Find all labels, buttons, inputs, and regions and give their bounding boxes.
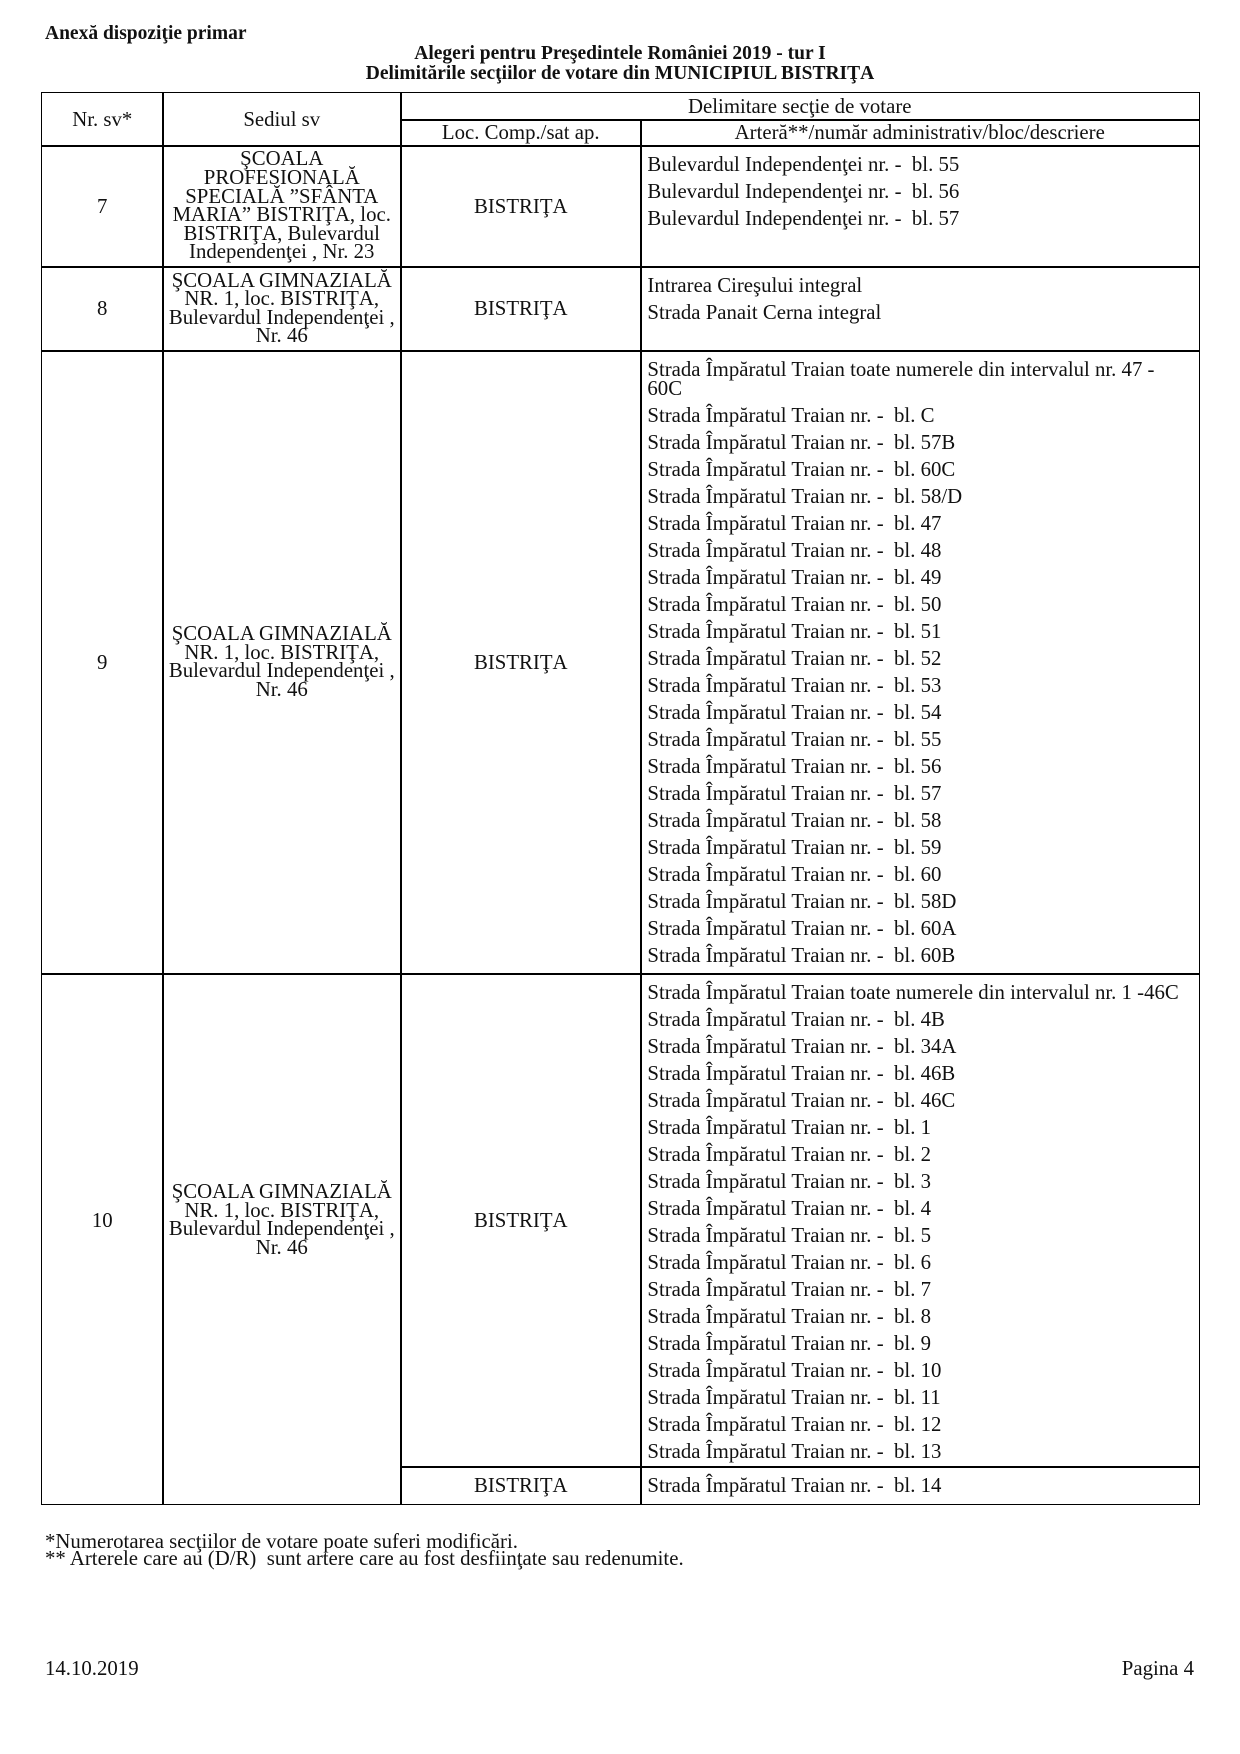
street-entry: Strada Împăratul Traian toate numerele din intervalul nr. 1 -46C — [647, 981, 1179, 1004]
street-entry: Strada Împăratul Traian nr. - bl. 50 — [647, 593, 942, 616]
section-seat — [162, 266, 402, 352]
section-locality-name: BISTRIŢA — [473, 297, 568, 321]
street-entry: Strada Împăratul Traian nr. - bl. 9 — [647, 1332, 931, 1355]
section-locality — [400, 350, 642, 975]
street-entry: Strada Împăratul Traian nr. - bl. 59 — [647, 836, 942, 859]
street-entry: Strada Împăratul Traian toate numerele din intervalul nr. 47 - 60C — [647, 358, 1160, 400]
title-line-delimitation: Delimitările secţiilor de votare din MUNICIPIUL BISTRIŢA — [365, 63, 875, 84]
document-title — [0, 44, 1240, 84]
street-entry: Strada Împăratul Traian nr. - bl. 55 — [647, 728, 942, 751]
street-entry: Strada Împăratul Traian nr. - bl. 58D — [647, 890, 957, 913]
section-locality-name: BISTRIŢA — [473, 1208, 568, 1232]
footnote-arteries: ** Arterele care au (D/R) sunt artere care au fost desfiinţate sau redenumite. — [45, 1547, 684, 1570]
street-entry: Strada Împăratul Traian nr. - bl. 56 — [647, 755, 942, 778]
street-entry: Strada Împăratul Traian nr. - bl. 46B — [647, 1062, 956, 1085]
street-entry: Strada Împăratul Traian nr. - bl. 57 — [647, 782, 942, 805]
title-line-election: Alegeri pentru Preşedintele României 2019 - tur I — [414, 43, 826, 64]
section-seat-text: ŞCOALA PROFESIONALĂ SPECIALĂ ”SFÂNTA MARIA” BISTRIŢA, loc. BISTRIŢA, Bulevardul Independenţei , Nr. 23 — [172, 147, 391, 264]
section-locality — [400, 1466, 642, 1505]
section-streets — [640, 350, 1200, 975]
section-number — [41, 145, 164, 268]
section-locality — [400, 266, 642, 352]
street-entry: Strada Împăratul Traian nr. - bl. 2 — [647, 1143, 931, 1166]
street-entry: Strada Împăratul Traian nr. - bl. 60B — [647, 944, 956, 967]
header-seat-label: Sediul sv — [243, 107, 321, 131]
section-locality — [400, 973, 642, 1468]
street-entry: Strada Împăratul Traian nr. - bl. C — [647, 404, 935, 427]
header-delimitation — [400, 92, 1200, 121]
street-entry: Strada Împăratul Traian nr. - bl. 14 — [647, 1473, 942, 1497]
page-number: Pagina 4 — [1121, 1657, 1194, 1680]
section-seat-text: ŞCOALA GIMNAZIALĂ NR. 1, loc. BISTRIŢA, Bulevardul Independenţei , Nr. 46 — [168, 1180, 395, 1259]
section-number-value: 7 — [97, 194, 108, 218]
street-entry: Strada Împăratul Traian nr. - bl. 13 — [647, 1440, 942, 1463]
street-entry: Strada Împăratul Traian nr. - bl. 58/D — [647, 485, 963, 508]
street-entry: Strada Împăratul Traian nr. - bl. 53 — [647, 674, 942, 697]
header-nr-sv-label: Nr. sv* — [72, 107, 133, 131]
header-locality — [400, 119, 642, 147]
section-streets — [640, 266, 1200, 352]
street-entry: Strada Împăratul Traian nr. - bl. 60 — [647, 863, 942, 886]
annex-label: Anexă dispoziţie primar — [45, 23, 247, 44]
section-streets — [640, 145, 1200, 268]
header-seat — [162, 92, 402, 147]
street-entry: Strada Împăratul Traian nr. - bl. 49 — [647, 566, 942, 589]
street-entry: Bulevardul Independenţei nr. - bl. 57 — [647, 207, 960, 230]
street-entry: Strada Împăratul Traian nr. - bl. 5 — [647, 1224, 931, 1247]
street-entry: Strada Împăratul Traian nr. - bl. 6 — [647, 1251, 931, 1274]
street-entry: Strada Împăratul Traian nr. - bl. 3 — [647, 1170, 931, 1193]
street-entry: Strada Împăratul Traian nr. - bl. 57B — [647, 431, 956, 454]
header-locality-label: Loc. Comp./sat ap. — [441, 121, 600, 145]
header-nr-sv — [41, 92, 164, 147]
section-locality-name: BISTRIŢA — [473, 194, 568, 218]
section-seat — [162, 973, 402, 1505]
section-seat — [162, 145, 402, 268]
footer-date: 14.10.2019 — [45, 1657, 139, 1680]
street-entry: Strada Împăratul Traian nr. - bl. 48 — [647, 539, 942, 562]
street-entry: Strada Împăratul Traian nr. - bl. 51 — [647, 620, 942, 643]
street-entry: Bulevardul Independenţei nr. - bl. 56 — [647, 180, 960, 203]
header-artery — [640, 119, 1200, 147]
section-number-value: 9 — [97, 650, 108, 674]
street-entry: Bulevardul Independenţei nr. - bl. 55 — [647, 153, 960, 176]
street-entry: Strada Împăratul Traian nr. - bl. 12 — [647, 1413, 942, 1436]
header-artery-label: Arteră**/număr administrativ/bloc/descriere — [734, 121, 1105, 145]
section-number — [41, 350, 164, 975]
footnote-numbering: *Numerotarea secţiilor de votare poate suferi modificări. — [45, 1530, 518, 1553]
street-entry: Strada Împăratul Traian nr. - bl. 4 — [647, 1197, 931, 1220]
street-entry: Strada Împăratul Traian nr. - bl. 4B — [647, 1008, 945, 1031]
section-locality-name: BISTRIŢA — [473, 650, 568, 674]
street-entry: Strada Împăratul Traian nr. - bl. 46C — [647, 1089, 956, 1112]
street-entry: Strada Împăratul Traian nr. - bl. 7 — [647, 1278, 931, 1301]
section-streets — [640, 1466, 1200, 1505]
section-number — [41, 266, 164, 352]
street-entry: Strada Împăratul Traian nr. - bl. 1 — [647, 1116, 931, 1139]
street-entry: Strada Împăratul Traian nr. - bl. 10 — [647, 1359, 942, 1382]
street-entry: Strada Împăratul Traian nr. - bl. 11 — [647, 1386, 941, 1409]
section-number-value: 8 — [97, 297, 108, 321]
voting-sections-table — [41, 92, 1200, 1505]
section-locality — [400, 145, 642, 268]
section-streets — [640, 973, 1200, 1468]
street-entry: Strada Împăratul Traian nr. - bl. 60A — [647, 917, 957, 940]
street-entry: Strada Împăratul Traian nr. - bl. 58 — [647, 809, 942, 832]
header-delimitation-label: Delimitare secţie de votare — [688, 94, 912, 118]
street-entry: Intrarea Cireşului integral — [647, 274, 863, 297]
section-seat-text: ŞCOALA GIMNAZIALĂ NR. 1, loc. BISTRIŢA, Bulevardul Independenţei , Nr. 46 — [168, 268, 395, 348]
street-entry: Strada Împăratul Traian nr. - bl. 52 — [647, 647, 942, 670]
street-entry: Strada Împăratul Traian nr. - bl. 54 — [647, 701, 942, 724]
section-seat-text: ŞCOALA GIMNAZIALĂ NR. 1, loc. BISTRIŢA, Bulevardul Independenţei , Nr. 46 — [168, 622, 395, 701]
section-seat — [162, 350, 402, 975]
street-entry: Strada Împăratul Traian nr. - bl. 60C — [647, 458, 956, 481]
street-entry: Strada Împăratul Traian nr. - bl. 34A — [647, 1035, 957, 1058]
section-number — [41, 973, 164, 1505]
street-entry: Strada Împăratul Traian nr. - bl. 47 — [647, 512, 942, 535]
street-entry: Strada Împăratul Traian nr. - bl. 8 — [647, 1305, 931, 1328]
street-entry: Strada Panait Cerna integral — [647, 301, 882, 324]
section-number-value: 10 — [91, 1208, 113, 1232]
section-locality-name: BISTRIŢA — [473, 1473, 568, 1497]
